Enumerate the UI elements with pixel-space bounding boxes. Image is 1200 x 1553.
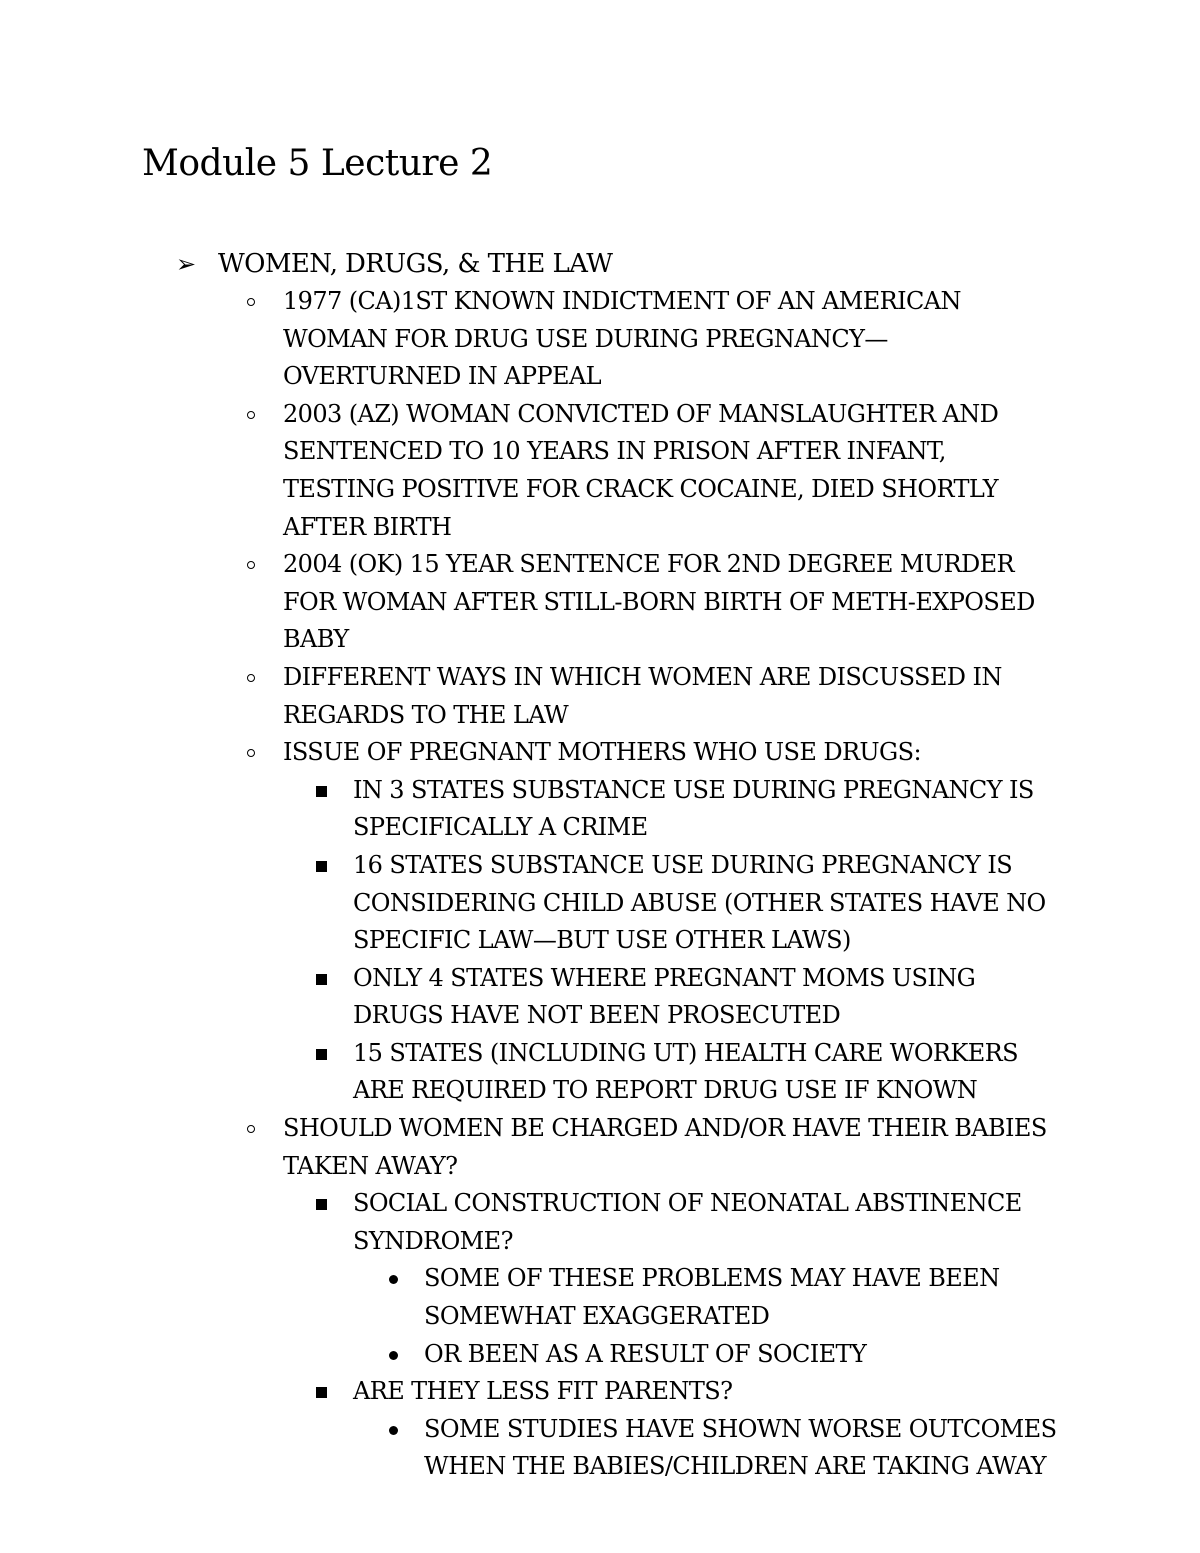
list-item-text: 16 STATES SUBSTANCE USE DURING PREGNANCY IS CONSIDERING CHILD ABUSE (OTHER STATES HAVE NO SPECIFIC LAW—BUT USE OTHER LAWS) xyxy=(353,850,1046,955)
list-item xyxy=(0,1185,1063,1260)
list-item xyxy=(0,1336,1064,1374)
hollow-circle-bullet-icon xyxy=(247,674,255,682)
arrow-bullet-icon: ➢ xyxy=(176,250,196,278)
list-item xyxy=(0,1035,1063,1110)
square-bullet-icon xyxy=(316,974,327,985)
list-item-text: 2003 (AZ) WOMAN CONVICTED OF MANSLAUGHTER AND SENTENCED TO 10 YEARS IN PRISON AFTER INFANT, TESTING POSITIVE FOR CRACK COCAINE, DIED SHORTLY AFTER BIRTH xyxy=(283,399,999,541)
list-item xyxy=(0,847,1063,960)
outline-list xyxy=(0,245,1200,1486)
list-item-text: 2004 (OK) 15 YEAR SENTENCE FOR 2ND DEGREE MURDER FOR WOMAN AFTER STILL-BORN BIRTH OF METH-EXPOSED BABY xyxy=(283,550,1035,654)
hollow-circle-bullet-icon xyxy=(247,411,255,419)
list-item xyxy=(0,283,1063,396)
dot-bullet-icon xyxy=(389,1275,398,1284)
list-item xyxy=(0,546,1063,659)
square-bullet-icon xyxy=(316,861,327,872)
hollow-circle-bullet-icon xyxy=(247,298,255,306)
list-item-text: ISSUE OF PREGNANT MOTHERS WHO USE DRUGS: xyxy=(283,738,921,767)
hollow-circle-bullet-icon xyxy=(247,749,255,757)
list-item-text: ONLY 4 STATES WHERE PREGNANT MOMS USING DRUGS HAVE NOT BEEN PROSECUTED xyxy=(353,963,976,1030)
dot-bullet-icon xyxy=(389,1351,398,1360)
list-item xyxy=(0,1411,1064,1486)
list-item-text: ARE THEY LESS FIT PARENTS? xyxy=(353,1377,733,1406)
list-item-text: SOME OF THESE PROBLEMS MAY HAVE BEEN SOMEWHAT EXAGGERATED xyxy=(424,1264,1000,1331)
list-item xyxy=(0,734,1063,772)
page-title: Module 5 Lecture 2 xyxy=(142,143,493,184)
list-item-text: SOME STUDIES HAVE SHOWN WORSE OUTCOMES WHEN THE BABIES/CHILDREN ARE TAKING AWAY xyxy=(424,1414,1057,1481)
list-item xyxy=(0,772,1063,847)
list-item xyxy=(0,1373,1063,1411)
list-item-text: IN 3 STATES SUBSTANCE USE DURING PREGNANCY IS SPECIFICALLY A CRIME xyxy=(353,775,1034,842)
list-item-text: DIFFERENT WAYS IN WHICH WOMEN ARE DISCUSSED IN REGARDS TO THE LAW xyxy=(283,662,1002,729)
list-item xyxy=(0,1260,1064,1335)
list-item xyxy=(0,396,1063,546)
square-bullet-icon xyxy=(316,1199,327,1210)
list-item-text: SHOULD WOMEN BE CHARGED AND/OR HAVE THEIR BABIES TAKEN AWAY? xyxy=(283,1114,1047,1180)
hollow-circle-bullet-icon xyxy=(247,561,255,569)
list-item-text: WOMEN, DRUGS, & THE LAW xyxy=(218,249,613,279)
list-item xyxy=(0,659,1063,734)
list-item xyxy=(0,960,1063,1035)
square-bullet-icon xyxy=(316,786,327,797)
square-bullet-icon xyxy=(316,1387,327,1398)
list-item-text: 1977 (CA)1ST KNOWN INDICTMENT OF AN AMERICAN WOMAN FOR DRUG USE DURING PREGNANCY—OVERTURNED IN APPEAL xyxy=(283,287,961,391)
list-item-text: SOCIAL CONSTRUCTION OF NEONATAL ABSTINENCE SYNDROME? xyxy=(353,1189,1022,1255)
square-bullet-icon xyxy=(316,1049,327,1060)
list-item xyxy=(0,1110,1063,1185)
list-item-text: 15 STATES (INCLUDING UT) HEALTH CARE WORKERS ARE REQUIRED TO REPORT DRUG USE IF KNOWN xyxy=(353,1038,1018,1105)
dot-bullet-icon xyxy=(389,1426,398,1435)
list-item xyxy=(0,245,1078,283)
list-item-text: OR BEEN AS A RESULT OF SOCIETY xyxy=(424,1339,867,1368)
hollow-circle-bullet-icon xyxy=(247,1125,255,1133)
